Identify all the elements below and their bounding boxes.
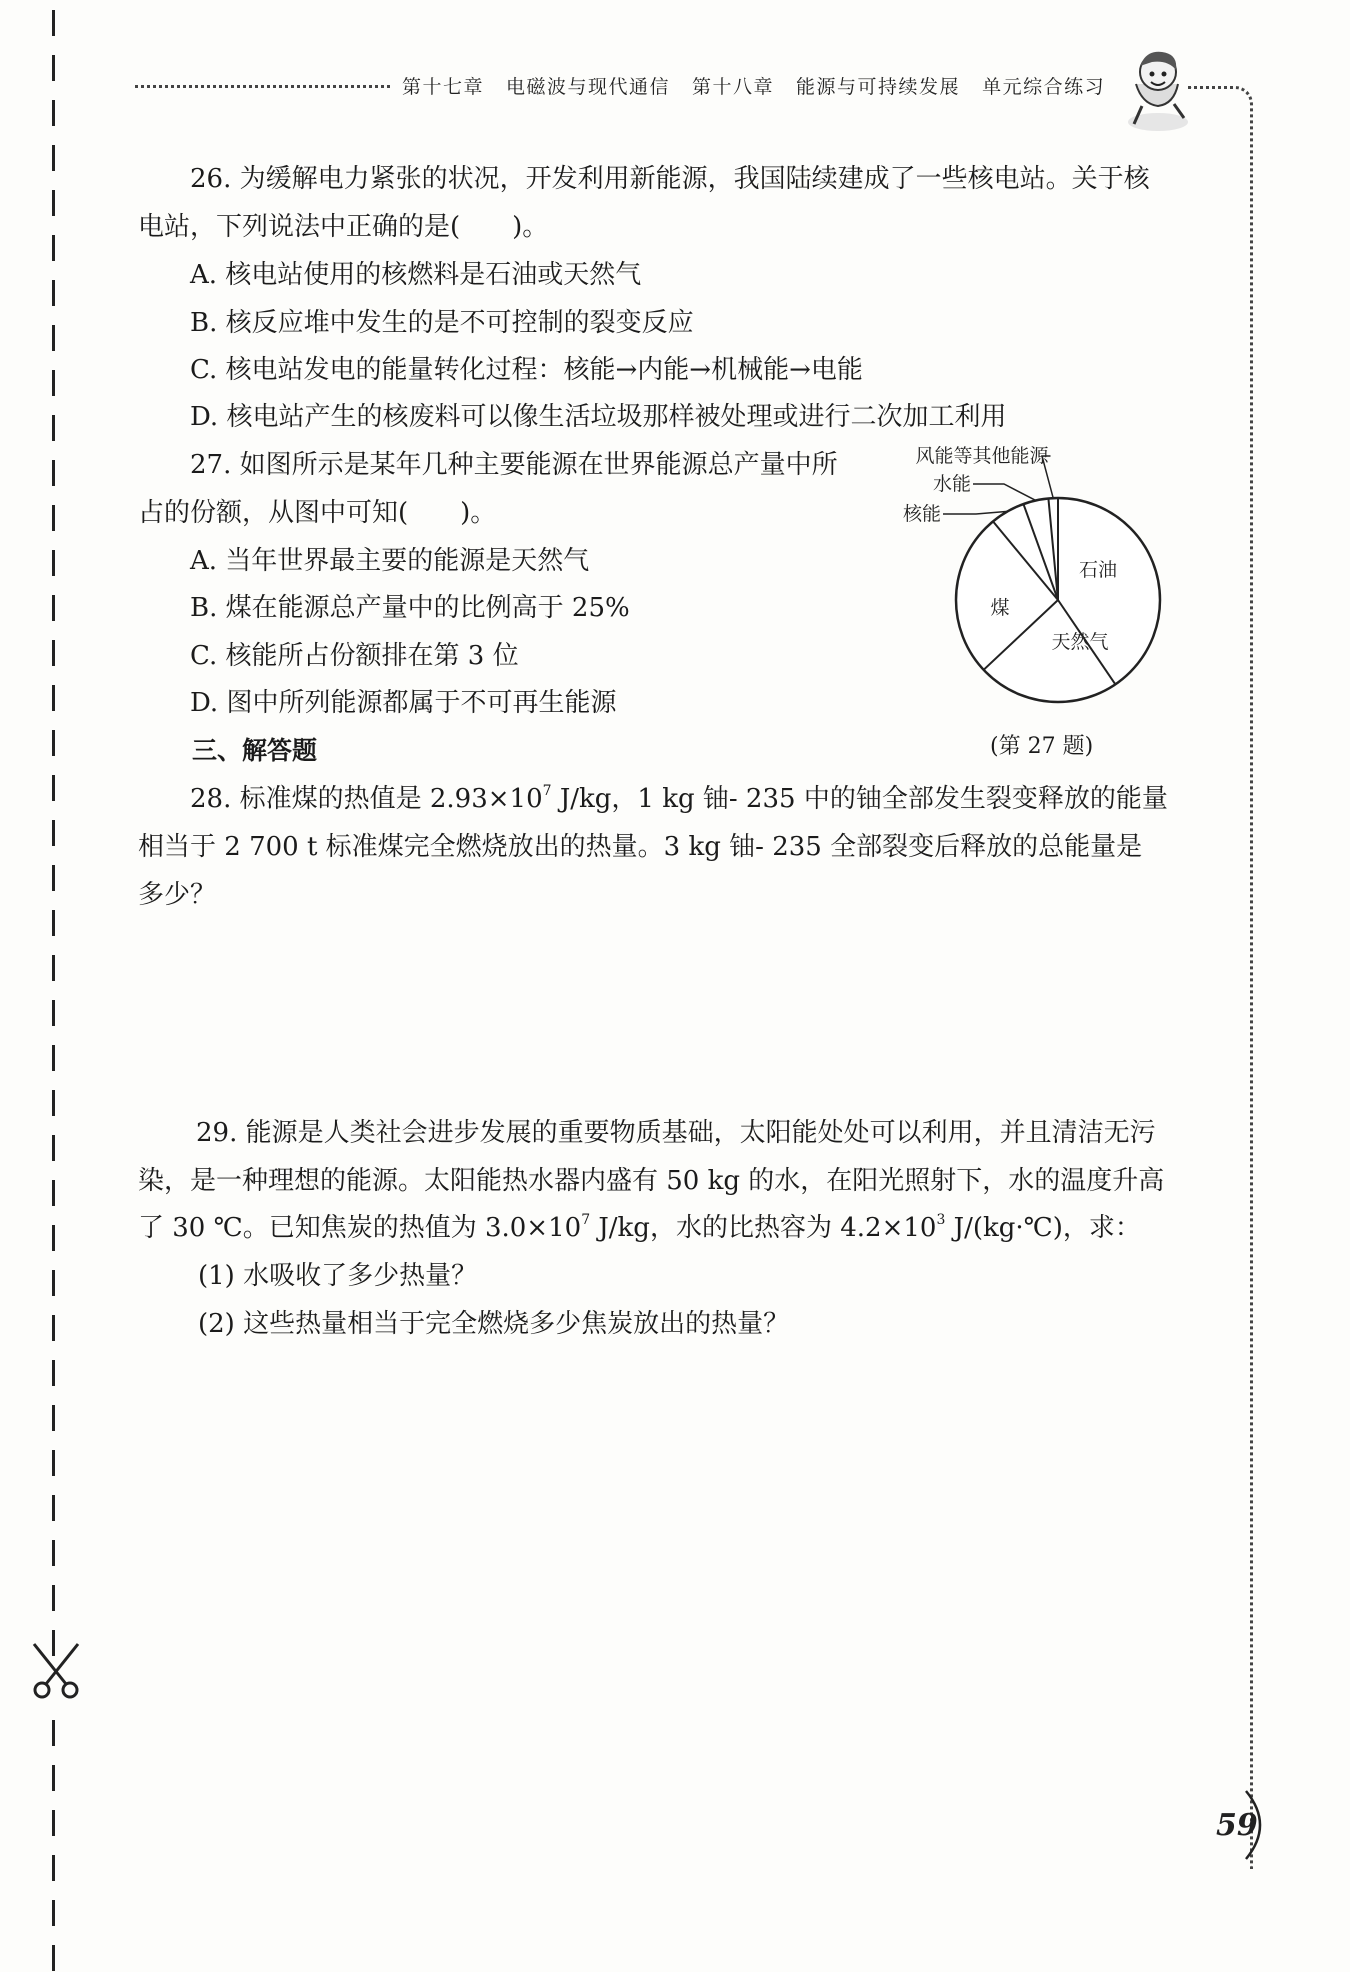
pie-slice-label: 核能: [902, 503, 942, 525]
cut-line-dash: [52, 730, 55, 756]
cut-line-dash: [52, 1225, 55, 1251]
q26-stem-line1: 26. 为缓解电力紧张的状况，开发利用新能源，我国陆续建成了一些核电站。关于核: [190, 164, 1150, 194]
cut-line-dash: [52, 1090, 55, 1116]
cut-line-dash: [52, 1585, 55, 1611]
energy-share-pie-chart: [900, 440, 1180, 700]
q27-option-b: B. 煤在能源总产量中的比例高于 25%: [190, 593, 630, 623]
q29-line3-b: J/kg，水的比热容为 4.2×10: [590, 1213, 937, 1243]
q28-line1-rest: J/kg，1 kg 铀- 235 中的铀全部发生裂变释放的能量: [551, 784, 1168, 814]
q27-figure-caption: (第 27 题): [990, 734, 1094, 759]
q28-line1-prefix: 28. 标准煤的热值是 2.93×10: [190, 784, 543, 814]
cut-line-dash: [52, 640, 55, 666]
pie-slice-label: 水能: [932, 473, 972, 495]
header-chapter-17: 第十七章: [402, 76, 485, 98]
cut-line-dash: [52, 820, 55, 846]
cut-line-dash: [52, 955, 55, 981]
q29-line3-a: 了 30 ℃。已知焦炭的热值为 3.0×10: [138, 1213, 582, 1243]
cut-line-dash: [52, 1765, 55, 1791]
cut-line-dash: [52, 100, 55, 126]
pie-slice-label: 石油: [1078, 559, 1118, 581]
q28-exponent: 7: [542, 783, 552, 799]
cut-line-dash: [52, 1405, 55, 1431]
q29-line2: 染，是一种理想的能源。太阳能热水器内盛有 50 kg 的水，在阳光照射下，水的温度升高: [138, 1166, 1165, 1196]
cut-line-dash: [52, 1000, 55, 1026]
cut-line-dash: [52, 1450, 55, 1476]
cut-line-dash: [52, 235, 55, 261]
pie-slice-label: 风能等其他能源: [915, 445, 1049, 467]
q26-option-c: C. 核电站发电的能量转化过程：核能→内能→机械能→电能: [190, 355, 863, 385]
q28-line3: 多少？: [138, 880, 217, 910]
cut-line-dash: [52, 10, 55, 36]
cut-line-dash: [52, 460, 55, 486]
q27-option-a: A. 当年世界最主要的能源是天然气: [190, 546, 590, 576]
pie-slice-label: 天然气: [1051, 631, 1109, 653]
cut-line-dash: [52, 775, 55, 801]
q29-line3: [138, 1212, 1141, 1243]
q29-sub-question-2: (2) 这些热量相当于完全燃烧多少焦炭放出的热量？: [198, 1309, 790, 1339]
cut-line-dash: [52, 505, 55, 531]
cut-line-dash: [52, 595, 55, 621]
cut-line-dash: [52, 1900, 55, 1926]
cut-line-dash: [52, 1855, 55, 1881]
pie-slice-label: 煤: [990, 597, 1010, 619]
q28-line1: [190, 783, 1168, 814]
q29-line3-c: J/(kg·℃)，求：: [945, 1213, 1141, 1243]
cut-line-dash: [52, 865, 55, 891]
page-number-arc: [1240, 1785, 1280, 1865]
q28-line2: 相当于 2 700 t 标准煤完全燃烧放出的热量。3 kg 铀- 235 全部裂变后释放的总能量是: [138, 832, 1143, 862]
cut-line-dash: [52, 190, 55, 216]
cut-line-dash: [52, 550, 55, 576]
q26-option-b: B. 核反应堆中发生的是不可控制的裂变反应: [190, 308, 694, 338]
q27-stem-line1: 27. 如图所示是某年几种主要能源在世界能源总产量中所: [190, 450, 838, 480]
header-dotted-rule: [135, 85, 390, 88]
cut-line-dash: [52, 415, 55, 441]
q26-stem-line2: 电站，下列说法中正确的是( )。: [138, 212, 549, 242]
q29-exponent-2: 3: [936, 1212, 946, 1228]
q27-stem-line2: 占的份额，从图中可知( )。: [138, 498, 497, 528]
cut-line-dash: [52, 145, 55, 171]
page-number: 59: [1216, 1808, 1258, 1843]
q27-option-c: C. 核能所占份额排在第 3 位: [190, 641, 519, 671]
cut-line-dash: [52, 370, 55, 396]
q26-option-a: A. 核电站使用的核燃料是石油或天然气: [190, 260, 642, 290]
header-chapter-18-title: 能源与可持续发展: [796, 76, 961, 98]
q29-sub-question-1: (1) 水吸收了多少热量？: [198, 1261, 478, 1291]
pie-leader-line: [943, 511, 1007, 514]
cut-line-dash: [52, 1270, 55, 1296]
q29-exponent-1: 7: [581, 1212, 591, 1228]
cut-line-dash: [52, 1135, 55, 1161]
q27-option-d: D. 图中所列能源都属于不可再生能源: [190, 688, 617, 718]
pie-leader-line: [973, 484, 1036, 500]
cut-line-dash: [52, 55, 55, 81]
cut-line-dash: [52, 1945, 55, 1971]
cut-line-dash: [52, 1810, 55, 1836]
page-frame-dotted: [1188, 86, 1253, 1869]
q29-line1: 29. 能源是人类社会进步发展的重要物质基础，太阳能处处可以利用，并且清洁无污: [196, 1118, 1156, 1148]
cut-line-dash: [52, 1495, 55, 1521]
cut-line-dash: [52, 1315, 55, 1341]
running-header: [402, 72, 1127, 99]
q26-option-d: D. 核电站产生的核废料可以像生活垃圾那样被处理或进行二次加工利用: [190, 402, 1007, 432]
cut-line-dash: [52, 1360, 55, 1386]
cut-line-dash: [52, 685, 55, 711]
cut-line-dash: [52, 1540, 55, 1566]
header-unit: 单元综合练习: [982, 76, 1106, 98]
cut-line-dash: [52, 280, 55, 306]
cut-line-dash: [52, 1720, 55, 1746]
cut-line-dash: [52, 910, 55, 936]
section-heading-answer-questions: 三、解答题: [192, 736, 318, 765]
header-chapter-18: 第十八章: [692, 76, 775, 98]
mascot-icon: [1122, 44, 1192, 134]
header-chapter-17-title: 电磁波与现代通信: [506, 76, 671, 98]
cut-line-dash: [52, 325, 55, 351]
scissors-icon: [28, 1640, 84, 1700]
cut-line-dash: [52, 1180, 55, 1206]
cut-line-dash: [52, 1045, 55, 1071]
